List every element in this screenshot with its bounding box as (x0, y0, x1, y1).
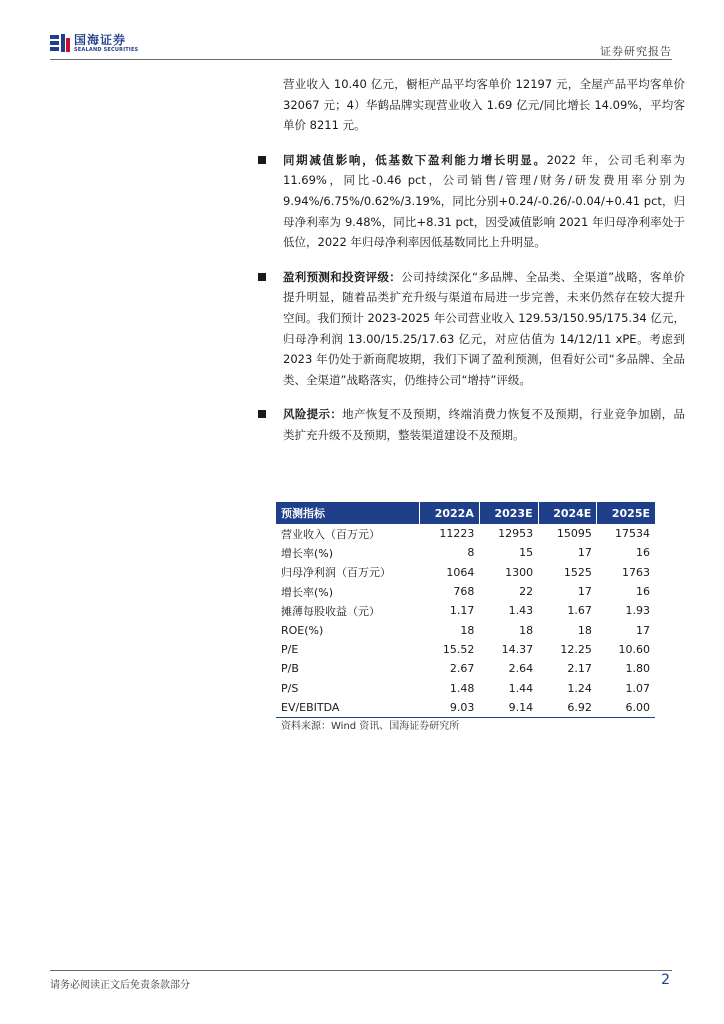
table-header-row (276, 502, 655, 524)
cell-2024e: 2.17 (567, 662, 592, 676)
cell-2025e: 6.00 (597, 698, 655, 718)
row-label: EV/EBITDA (276, 698, 419, 718)
logo-en-text: SEALAND SECURITIES (74, 46, 139, 53)
cell-2022a: 18 (460, 623, 475, 637)
table-row (276, 563, 655, 582)
cell-2025e: 16 (636, 585, 650, 599)
table-row (276, 659, 655, 678)
header-2023e: 2023E (479, 502, 538, 524)
cell-2024e: 18 (577, 623, 592, 637)
risk-heading: 风险提示： (283, 407, 343, 422)
footer-divider (50, 970, 672, 971)
cell-2025e: 16 (636, 546, 650, 560)
row-label: 营业收入（百万元） (281, 527, 380, 541)
paragraph-forecast-rating (283, 267, 685, 391)
cell-2023e: 9.14 (479, 698, 538, 718)
report-type-label: 证券研究报告 (600, 45, 672, 58)
cell-2024e: 1525 (563, 565, 592, 579)
profitability-heading: 同期减值影响，低基数下盈利能力增长明显。 (283, 152, 547, 167)
header-divider (50, 59, 672, 60)
paragraph-risk (283, 404, 685, 445)
paragraph-revenue-cont: 营业收入 10.40 亿元，橱柜产品平均客单价 12197 元，全屋产品平均客单价 32067 元；4）华鹤品牌实现营业收入 1.69 亿元/同比增长 14.09%，平均客单价 8211 元。 (283, 77, 685, 133)
page-number: 2 (661, 972, 670, 988)
row-label: P/S (281, 681, 299, 695)
square-bullet-icon (258, 410, 266, 418)
logo-cn-text: 国海证券 (74, 32, 127, 47)
cell-2023e: 1.44 (508, 681, 534, 695)
row-label: P/E (281, 642, 299, 656)
cell-2024e: 1.24 (567, 681, 592, 695)
forecast-body: 公司持续深化“多品牌、全品类、全渠道”战略，客单价提升明显，随着品类扩充升级与渠道布局进一步完善，未来仍然存在较大提升空间。我们预计 2023-2025 年公司营业收入 129.53/150.95/175.34 亿元，归母净利润 13.00/15.25/17.63 亿元，对应估值为 14/12/11 xPE。考虑到 2023 年仍处于新商爬坡期，我们下调了盈利预测，但看好公司“多品牌、全品类、全渠道”战略落实，仍维持公司“增持”评级。 (283, 269, 686, 387)
cell-2025e: 1763 (622, 565, 650, 579)
sealand-logo-icon (50, 33, 70, 53)
risk-body: 地产恢复不及预期，终端消费力恢复不及预期，行业竞争加剧，品类扩充升级不及预期，整装渠道建设不及预期。 (283, 407, 686, 442)
row-label: 摊薄每股收益（元） (281, 604, 380, 618)
row-label: P/B (281, 662, 299, 676)
cell-2025e: 1.80 (625, 662, 650, 676)
main-content (283, 74, 685, 446)
row-label: 归母净利润（百万元） (281, 566, 391, 580)
cell-2022a: 2.67 (449, 662, 475, 676)
cell-2025e: 1.07 (625, 681, 650, 695)
cell-2024e: 17 (577, 585, 592, 599)
cell-2024e: 17 (577, 546, 592, 560)
header-2022a: 2022A (419, 502, 479, 524)
table-row (276, 543, 655, 562)
table-row (276, 601, 655, 620)
cell-2025e: 10.60 (618, 642, 650, 656)
header-2025e: 2025E (597, 502, 655, 524)
cell-2025e: 17 (636, 623, 650, 637)
paragraph-profitability (283, 150, 685, 253)
table-row (276, 698, 655, 718)
forecast-heading: 盈利预测和投资评级： (283, 269, 402, 284)
cell-2023e: 18 (519, 623, 534, 637)
table-row (276, 678, 655, 697)
cell-2022a: 768 (453, 585, 475, 599)
cell-2023e: 12953 (498, 527, 534, 541)
cell-2025e: 1.93 (625, 604, 650, 618)
header-indicator: 预测指标 (276, 502, 419, 524)
cell-2023e: 2.64 (508, 662, 534, 676)
footer-disclaimer: 请务必阅读正文后免责条款部分 (50, 980, 190, 991)
bullet-profitability (283, 150, 685, 253)
square-bullet-icon (258, 156, 266, 164)
row-label: 增长率(%) (281, 585, 334, 599)
header-2024e: 2024E (538, 502, 597, 524)
cell-2022a: 15.52 (442, 642, 475, 656)
cell-2023e: 1.43 (508, 604, 534, 618)
bullet-forecast-rating (283, 267, 685, 391)
table-row (276, 620, 655, 639)
cell-2022a: 1.17 (449, 604, 475, 618)
row-label: 增长率(%) (281, 546, 334, 560)
cell-2024e: 15095 (556, 527, 592, 541)
profitability-body: 2022 年，公司毛利率为 11.69%，同比-0.46 pct，公司销售/管理/财务/研发费用率分别为 9.94%/6.75%/0.62%/3.19%，同比分别+0.24/-0.26/-0.04/+0.41 pct，归母净利率为 9.48%，同比+8.31 pct，因受减值影响 2021 年归母净利率处于低位，2022 年归母净利率因低基数同比上升明显。 (283, 152, 685, 250)
forecast-table (276, 502, 655, 718)
square-bullet-icon (258, 273, 266, 281)
row-label: ROE(%) (281, 623, 324, 637)
cell-2022a: 1.48 (449, 681, 475, 695)
cell-2023e: 22 (519, 585, 534, 599)
table-row (276, 640, 655, 659)
cell-2022a: 1064 (446, 565, 475, 579)
cell-2022a: 11223 (439, 527, 475, 541)
cell-2022a: 9.03 (419, 698, 479, 718)
cell-2024e: 1.67 (567, 604, 592, 618)
cell-2025e: 17534 (615, 527, 650, 541)
table-source-note: 资料来源：Wind 资讯、国海证券研究所 (281, 721, 460, 732)
table-row (276, 524, 655, 543)
bullet-risk (283, 404, 685, 445)
cell-2023e: 15 (519, 546, 534, 560)
company-logo (50, 33, 138, 53)
cell-2023e: 1300 (505, 565, 534, 579)
cell-2023e: 14.37 (501, 642, 534, 656)
cell-2024e: 12.25 (560, 642, 592, 656)
cell-2024e: 6.92 (538, 698, 597, 718)
cell-2022a: 8 (467, 546, 475, 560)
table-row (276, 582, 655, 601)
